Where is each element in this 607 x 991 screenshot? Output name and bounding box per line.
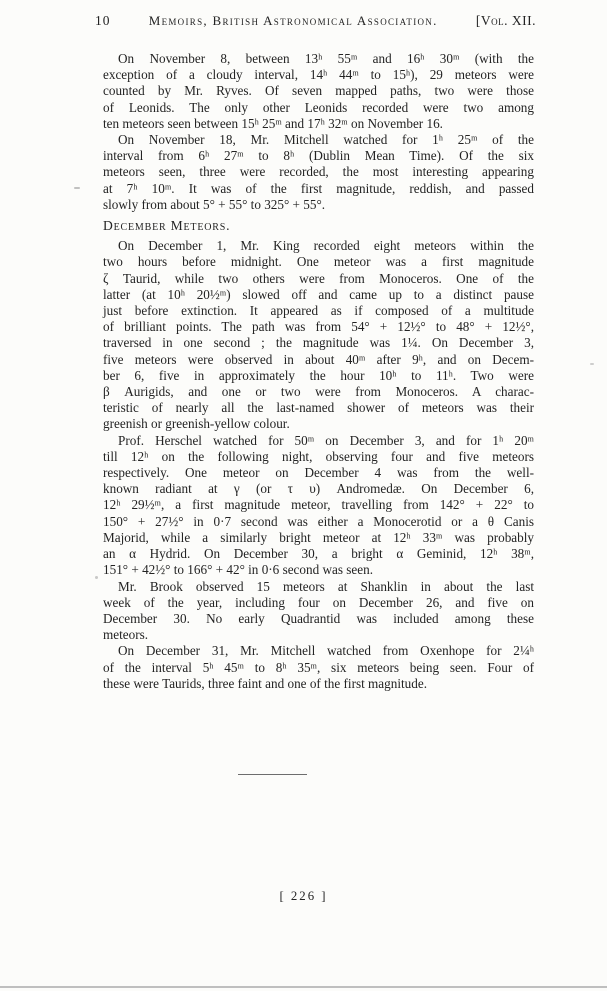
running-header (95, 13, 536, 29)
text-line: these were Taurids, three faint and one of the first magnitude. (103, 675, 428, 691)
text-line: ten meteors seen between 15ʰ 25ᵐ and 17ʰ 32ᵐ on November 16. (103, 115, 443, 131)
text-line: traversed in one second ; the magnitude was 1¼. On December 3, (103, 335, 534, 351)
text-line: 150° + 27½° in 0·7 second was either a Monocerotid or a θ Canis (103, 513, 534, 529)
text-line: counted by Mr. Ryves. Of seven mapped paths, two were those (103, 83, 534, 99)
paragraph (103, 238, 534, 432)
paragraph (103, 132, 534, 213)
text-line: of brilliant points. The path was from 54° + 12½° to 48° + 12½°, (103, 319, 534, 335)
text-line: at 7ʰ 10ᵐ. It was of the first magnitude, reddish, and passed (103, 180, 534, 196)
text-line: five meteors were observed in about 40ᵐ after 9ʰ, and on Decem- (103, 351, 534, 367)
text-line: Majorid, while a similarly bright meteor at 12ʰ 33ᵐ was probably (103, 529, 534, 545)
text-line: two hours before midnight. One meteor was a first magnitude (103, 254, 534, 270)
text-line: just before extinction. It appeared as if composed of a multitude (103, 303, 534, 319)
text-line: known radiant at γ (or τ υ) Andromedæ. On December 6, (103, 481, 534, 497)
volume-label: [Vol. XII. (475, 13, 536, 28)
scan-speck (590, 363, 594, 365)
text-line: exception of a cloudy interval, 14ʰ 44ᵐ to 15ʰ), 29 meteors were (103, 67, 534, 83)
text-line: ber 6, five in approximately the hour 10ʰ to 11ʰ. Two were (103, 367, 534, 383)
scan-speck (74, 187, 80, 189)
text-line: Prof. Herschel watched for 50ᵐ on December 3, and for 1ʰ 20ᵐ (118, 432, 534, 448)
text-line: latter (at 10ʰ 20½ᵐ) slowed off and came up to a distinct pause (103, 286, 534, 302)
header-page-number: 10 (95, 13, 111, 28)
text-line: Mr. Brook observed 15 meteors at Shanklin in about the last (118, 578, 534, 594)
scan-bottom-edge (0, 986, 607, 988)
text-line: meteors. (103, 627, 149, 643)
text-line: an α Hydrid. On December 30, a bright α Geminid, 12ʰ 38ᵐ, (103, 546, 534, 562)
text-line: On December 31, Mr. Mitchell watched from Oxenhope for 2¼ʰ (118, 643, 534, 659)
text-line: week of the year, including four on December 26, and five on (103, 594, 534, 610)
footer-page-number: [ 226 ] (279, 889, 328, 903)
text-line: meteors seen, three were recorded, the most interesting appearing (103, 164, 534, 180)
text-line: On November 18, Mr. Mitchell watched for 1ʰ 25ᵐ of the (118, 132, 534, 148)
text-line: 12ʰ 29½ᵐ, a first magnitude meteor, travelling from 142° + 22° to (103, 497, 534, 513)
paragraph (103, 433, 534, 579)
text-line: respectively. One meteor on December 4 was from the well- (103, 465, 534, 481)
text-line: teristic of nearly all the last-named shower of meteors was their (103, 400, 534, 416)
text-line: interval from 6ʰ 27ᵐ to 8ʰ (Dublin Mean Time). Of the six (103, 148, 534, 164)
paragraph (103, 51, 534, 132)
section-divider-rule (238, 774, 307, 775)
text-line: greenish or greenish-yellow colour. (103, 416, 290, 432)
text-line: On December 1, Mr. King recorded eight meteors within the (118, 238, 534, 254)
text-line: β Aurigids, and one or two were from Monoceros. A charac- (103, 384, 534, 400)
text-line: On November 8, between 13ʰ 55ᵐ and 16ʰ 30ᵐ (with the (118, 51, 534, 66)
text-line: December 30. No early Quadrantid was included among these (103, 610, 534, 626)
paragraph (103, 579, 534, 644)
text-line: 151° + 42½° to 166° + 42° in 0·6 second was seen. (103, 562, 374, 578)
journal-title: Memoirs, British Astronomical Association. (148, 13, 438, 28)
text-line: ζ Taurid, while two others were from Monoceros. One of the (103, 270, 534, 286)
scan-speck (95, 576, 98, 579)
section-heading: December Meteors. (103, 218, 231, 234)
text-line: of the interval 5ʰ 45ᵐ to 8ʰ 35ᵐ, six meteors being seen. Four of (103, 659, 534, 675)
text-line: of Leonids. The only other Leonids recorded were two among (103, 99, 534, 115)
paragraph (103, 643, 534, 692)
text-line: slowly from about 5° + 55° to 325° + 55°. (103, 196, 326, 212)
text-line: till 12ʰ on the following night, observing four and five meteors (103, 448, 534, 464)
text-body (103, 51, 534, 692)
